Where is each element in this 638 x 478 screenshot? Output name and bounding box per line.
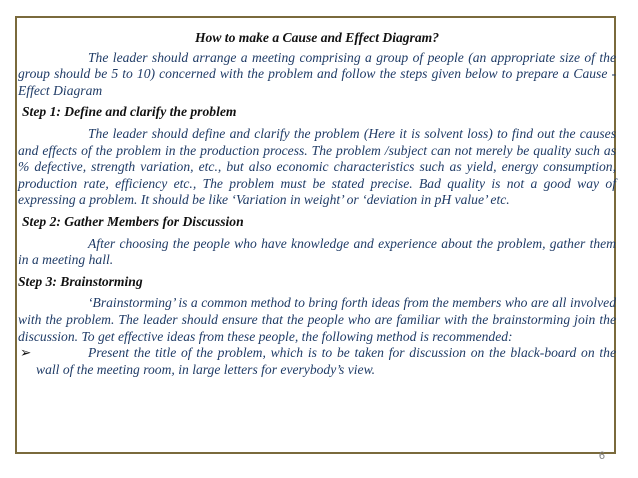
arrow-bullet-icon: ➢ [20,345,32,361]
bullet-text: Present the title of the problem, which is to be taken for discussion on the black-board on the wall of the meeting room, in large letters for everybody’s view. [36,345,616,377]
step-1-heading: Step 1: Define and clarify the problem [22,104,237,120]
slide-title: How to make a Cause and Effect Diagram? [194,30,440,45]
step-1-paragraph: The leader should define and clarify the problem (Here it is solvent loss) to find out the causes and effects of the problem in the production process. The problem /subject can not merely be quality such as % defective, strength variation, etc., but also economic characteristics such as yield, energy consumption, production rate, efficiency etc., The problem must be stated precise. Bad quality is not a good way of expressing a problem. It should be like ‘Variation in weight’ or ‘deviation in pH value’ etc. [18,125,616,208]
step-3-heading: Step 3: Brainstorming [18,273,143,289]
step-2-heading: Step 2: Gather Members for Discussion [22,213,244,229]
intro-paragraph: The leader should arrange a meeting comprising a group of people (an appropriate size of the group should be 5 to 10) concerned with the problem and follow the steps given below to prepare a Cause - Effect Diagram [18,49,616,98]
step-2-paragraph: After choosing the people who have knowledge and experience about the problem, gather them in a meeting hall. [18,235,616,268]
page-number: 6 [598,450,605,462]
bullet-item [18,345,616,378]
slide-content [18,30,616,378]
step-3-paragraph: ‘Brainstorming’ is a common method to bring forth ideas from the members who are all involved with the problem. The leader should ensure that the people who are familiar with the brainstorming join the discussion. To get effective ideas from these people, the following method is recommended: [18,295,616,344]
